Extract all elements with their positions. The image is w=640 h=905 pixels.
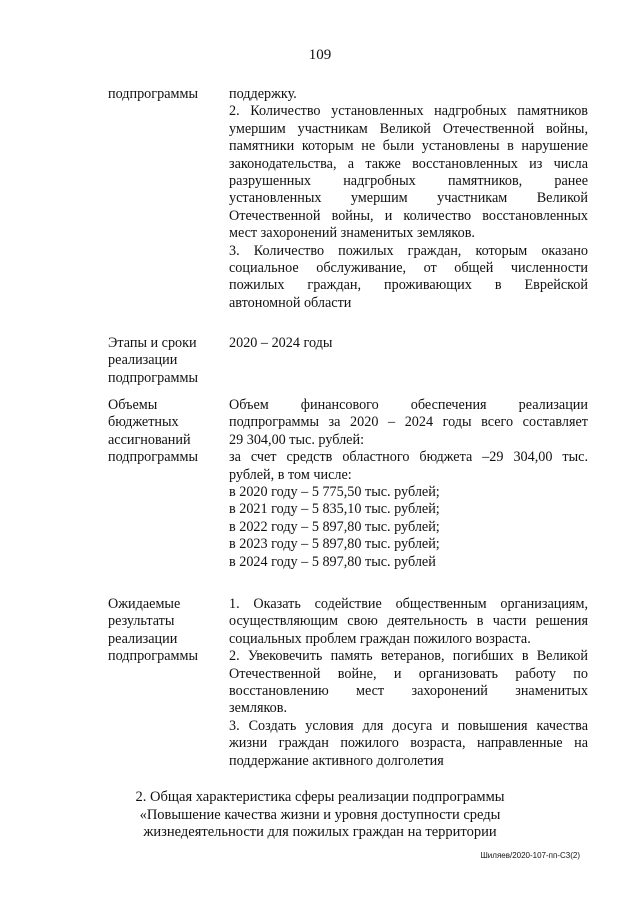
text-line: 3. Количество пожилых граждан, которым оказано: [229, 242, 588, 259]
label-line: реализации: [108, 352, 178, 369]
label-line: Ожидаемые: [108, 596, 181, 612]
footer-document-code: Шиляев/2020-107-пп-С3(2): [480, 851, 580, 860]
text-line: осуществляющим свою деятельность в части решения: [229, 613, 588, 630]
text-line: 2. Увековечить память ветеранов, погибших в Великой: [229, 648, 588, 665]
page-number: 109: [308, 47, 332, 63]
text-line: Объем финансового обеспечения реализации: [229, 397, 588, 413]
text-line: разрушенных надгробных памятников, ранее: [229, 173, 588, 190]
text-line: в 2022 году – 5 897,80 тыс. рублей;: [229, 518, 440, 535]
text-line: восстановлению мест захоронений знаменитых: [229, 683, 588, 700]
label-line: Этапы и сроки: [108, 335, 197, 351]
label-line: реализации: [108, 630, 178, 647]
row-content-budget: [229, 397, 588, 571]
text-line: 3. Создать условия для досуга и повышения качества: [229, 717, 588, 734]
text-line: в 2024 году – 5 897,80 тыс. рублей: [229, 553, 436, 570]
text-line: памятники которым не были установлены в нарушение: [229, 138, 588, 155]
text-line: законодательства, а также восстановленных из числа: [229, 155, 588, 172]
heading-line: 2. Общая характеристика сферы реализации подпрограммы: [135, 789, 505, 805]
text-line: в 2023 году – 5 897,80 тыс. рублей;: [229, 536, 440, 553]
label-line: результаты: [108, 613, 175, 630]
text-line: поддержку.: [229, 86, 297, 102]
row-content-indicators: [229, 86, 588, 312]
text-line: рублей, в том числе:: [229, 466, 352, 483]
label-line: подпрограммы: [108, 369, 198, 386]
heading-line: жизнедеятельности для пожилых граждан на территории: [143, 824, 497, 841]
label-line: подпрограммы: [108, 449, 198, 466]
text-line: установленных умершим участникам Великой: [229, 190, 588, 207]
text-line: 2. Количество установленных надгробных памятников: [229, 103, 588, 120]
section-heading: [0, 789, 640, 842]
row-label-continuation: [108, 86, 223, 103]
text-line: пожилых граждан, проживающих в Еврейской: [229, 277, 588, 294]
text-line: автономной области: [229, 294, 352, 311]
label-line: подпрограммы: [108, 648, 198, 665]
text-line: умершим участникам Великой Отечественной войны,: [229, 120, 588, 137]
row-label-budget: [108, 397, 223, 467]
row-label-results: [108, 596, 223, 666]
text-line: земляков.: [229, 700, 287, 717]
row-content-stages: [229, 335, 588, 352]
text-line: мест захоронений знаменитых земляков.: [229, 225, 475, 242]
text-line: 29 304,00 тыс. рублей:: [229, 431, 365, 448]
label-line: ассигнований: [108, 431, 191, 448]
label-line: бюджетных: [108, 414, 179, 431]
text-line: социальных проблем граждан пожилого возраста.: [229, 630, 531, 647]
text-line: жизни граждан пожилого возраста, направленные на: [229, 735, 588, 752]
text-line: поддержание активного долголетия: [229, 752, 444, 769]
row-label-stages: [108, 335, 223, 387]
text-line: социальное обслуживание, от общей численности: [229, 260, 588, 277]
text-line: Отечественной войне, и организовать работу по: [229, 665, 588, 682]
row-content-results: [229, 596, 588, 770]
text-line: 2020 – 2024 годы: [229, 335, 333, 351]
text-line: в 2021 году – 5 835,10 тыс. рублей;: [229, 501, 440, 518]
text-line: в 2020 году – 5 775,50 тыс. рублей;: [229, 484, 440, 501]
text-line: 1. Оказать содействие общественным организациям,: [229, 596, 588, 612]
heading-line: «Повышение качества жизни и уровня доступности среды: [139, 806, 501, 823]
text-line: Отечественной войны, и количество восстановленных: [229, 207, 588, 224]
label-line: Объемы: [108, 397, 158, 413]
label-line: подпрограммы: [108, 86, 198, 102]
text-line: подпрограммы за 2020 – 2024 годы всего составляет: [229, 414, 588, 431]
text-line: за счет средств областного бюджета –29 304,00 тыс.: [229, 449, 588, 466]
